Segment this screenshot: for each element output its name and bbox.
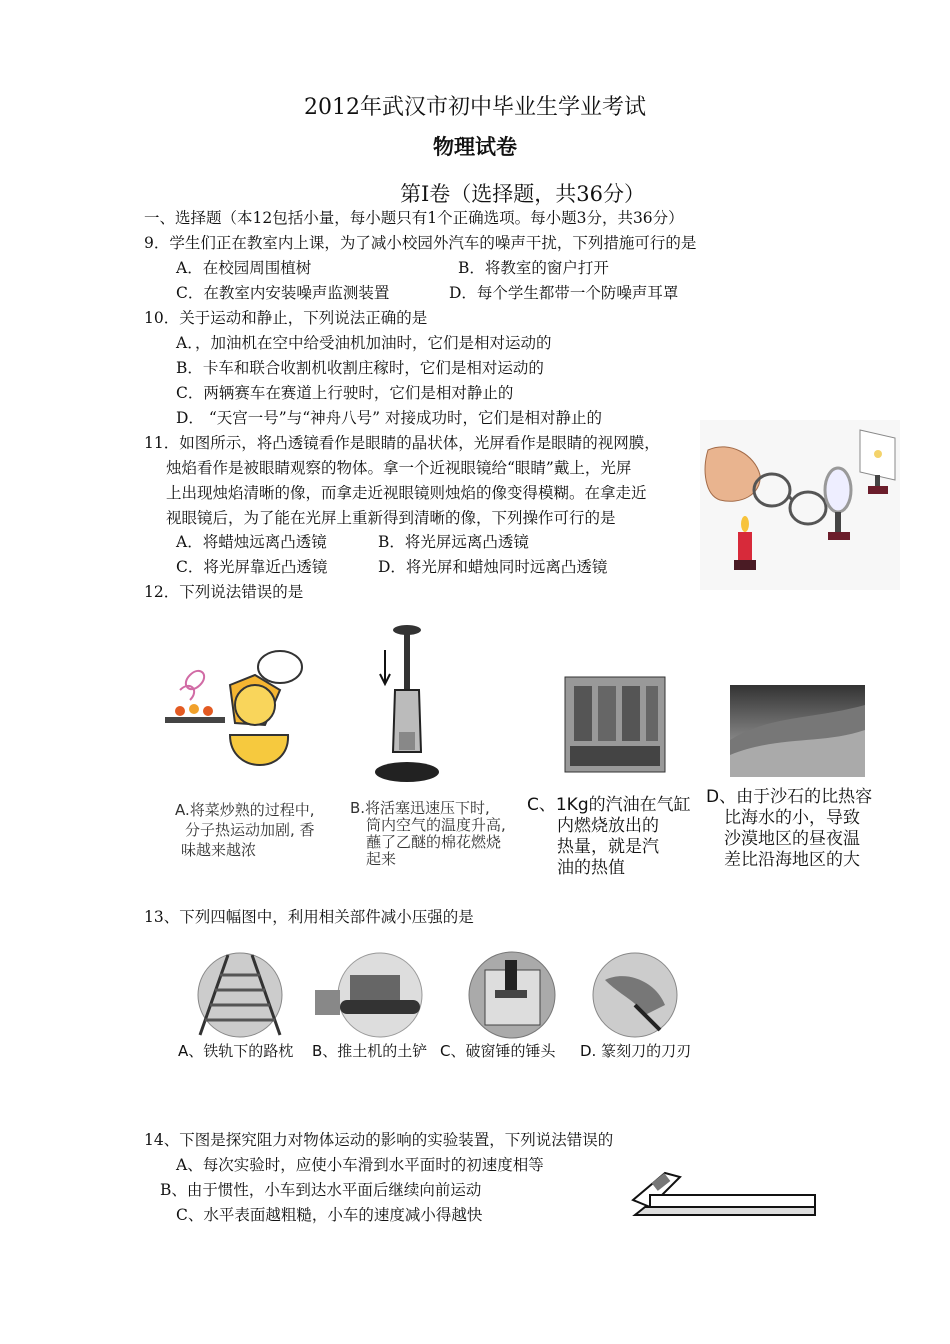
q11-option-c: C．将光屏靠近凸透镜 xyxy=(176,558,328,576)
q12-caption-d xyxy=(706,787,872,871)
carving-knife-figure xyxy=(585,950,685,1040)
q9-option-b: B．将教室的窗户打开 xyxy=(458,259,609,277)
q12-caption-b-line1: B.将活塞迅速压下时, xyxy=(350,799,490,817)
q12-stem: 12．下列说法错误的是 xyxy=(144,583,304,601)
instructions: 一、选择题（本12包括小量，每小题只有1个正确选项。每小题3分，共36分） xyxy=(144,209,684,227)
q10-option-a: A．，加油机在空中给受油机加油时，它们是相对运动的 xyxy=(176,334,552,352)
q12-caption-d-line1: D、由于沙石的比热容 xyxy=(706,787,873,807)
desert-figure xyxy=(730,685,865,777)
q9-option-d: D．每个学生都带一个防噪声耳罩 xyxy=(449,284,679,302)
q13-caption-a: A、铁轨下的路枕 xyxy=(178,1042,294,1060)
q11-stem-line2: 烛焰看作是被眼睛观察的物体。拿一个近视眼镜给“眼睛”戴上，光屏 xyxy=(166,459,632,477)
lens-experiment-figure xyxy=(700,420,900,590)
q12-caption-b-line4: 起来 xyxy=(366,850,397,868)
q12-caption-b-line2: 筒内空气的温度升高, xyxy=(366,816,506,834)
q12-caption-b xyxy=(350,800,506,868)
q10-option-b: B．卡车和联合收割机收割庄稼时，它们是相对运动的 xyxy=(176,359,544,377)
q12-caption-d-line2: 比海水的小，导致 xyxy=(724,808,860,828)
q11-option-b: B．将光屏远离凸透镜 xyxy=(378,533,529,551)
q12-caption-c xyxy=(527,795,691,879)
window-hammer-figure xyxy=(465,950,560,1040)
ramp-experiment-figure xyxy=(625,1165,825,1225)
q9-option-c: C．在教室内安装噪声监测装置 xyxy=(176,284,390,302)
q11-option-a: A．将蜡烛远离凸透镜 xyxy=(176,533,327,551)
q12-caption-c-line4: 油的热值 xyxy=(557,858,625,878)
q12-caption-b-line3: 蘸了乙醚的棉花燃烧 xyxy=(366,833,502,851)
paper-subtitle: 物理试卷 xyxy=(433,134,517,159)
q9-option-a: A．在校园周围植树 xyxy=(176,259,312,277)
q9-stem: 9．学生们正在教室内上课，为了减小校园外汽车的噪声干扰，下列措施可行的是 xyxy=(144,234,697,252)
q11-stem-line3: 上出现烛焰清晰的像，而拿走近视眼镜则烛焰的像变得模糊。在拿走近 xyxy=(166,484,647,502)
q10-stem: 10．关于运动和静止，下列说法正确的是 xyxy=(144,309,428,327)
q11-stem-line4: 视眼镜后，为了能在光屏上重新得到清晰的像，下列操作可行的是 xyxy=(166,509,616,527)
q12-caption-d-line3: 沙漠地区的昼夜温 xyxy=(724,829,860,849)
q11-stem-line1: 11．如图所示，将凸透镜看作是眼睛的晶状体，光屏看作是眼睛的视网膜， xyxy=(144,434,660,452)
q14-stem: 14、下图是探究阻力对物体运动的影响的实验装置，下列说法错误的 xyxy=(144,1131,614,1149)
q12-caption-a-line3: 味越来越浓 xyxy=(181,841,257,859)
q12-caption-c-line3: 热量，就是汽 xyxy=(557,837,659,857)
q11-option-d: D．将光屏和蜡烛同时远离凸透镜 xyxy=(378,558,608,576)
q12-caption-d-line4: 差比沿海地区的大 xyxy=(724,850,860,870)
q14-option-a: A、每次实验时，应使小车滑到水平面时的初速度相等 xyxy=(176,1156,544,1174)
q10-option-d: D． “天宫一号”与“神舟八号” 对接成功时，它们是相对静止的 xyxy=(176,409,602,427)
q10-option-c: C．两辆赛车在赛道上行驶时，它们是相对静止的 xyxy=(176,384,514,402)
q12-caption-a-line2: 分子热运动加剧, 香 xyxy=(185,821,315,839)
q13-caption-d: D. 篆刻刀的刀刃 xyxy=(580,1042,692,1060)
exam-title: 2012年武汉市初中毕业生学业考试 xyxy=(304,95,646,120)
bulldozer-figure xyxy=(310,950,440,1040)
railway-sleeper-figure xyxy=(190,950,290,1040)
q12-caption-a-line1: A.将菜炒熟的过程中, xyxy=(175,801,315,819)
engine-figure xyxy=(560,672,670,777)
section-title: 第Ⅰ卷（选择题，共36分） xyxy=(400,182,646,206)
q14-option-c: C、水平表面越粗糙，小车的速度减小得越快 xyxy=(176,1206,483,1224)
piston-figure xyxy=(375,622,465,792)
q13-stem: 13、下列四幅图中，利用相关部件减小压强的是 xyxy=(144,908,474,926)
q12-caption-c-line2: 内燃烧放出的 xyxy=(557,816,659,836)
q14-option-b: B、由于惯性，小车到达水平面后继续向前运动 xyxy=(160,1181,482,1199)
q13-caption-b: B、推土机的土铲 xyxy=(312,1042,428,1060)
q12-caption-a xyxy=(175,800,315,860)
q12-caption-c-line1: C、1Kg的汽油在气缸 xyxy=(527,795,691,815)
cooking-figure xyxy=(160,645,310,785)
q13-caption-c: C、破窗锤的锤头 xyxy=(440,1042,556,1060)
